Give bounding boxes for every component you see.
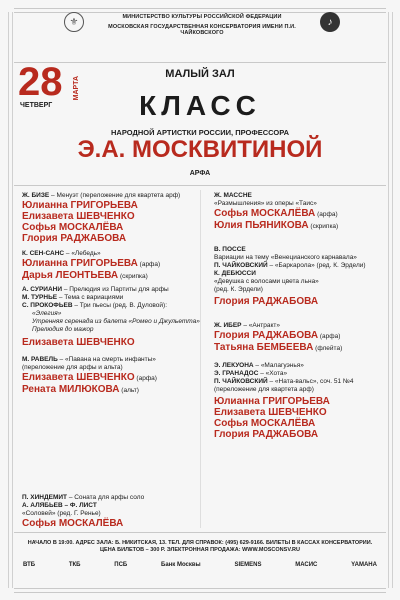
- performer: Рената МИЛЮКОВА: [22, 384, 120, 395]
- work-note: (ред. К. Эрдели): [214, 286, 263, 293]
- work-title: – Прелюдия из Партиты для арфы: [62, 286, 169, 293]
- hall-name: МАЛЫЙ ЗАЛ: [165, 68, 235, 80]
- date-month: МАРТА: [73, 76, 80, 101]
- sponsor-logo: YAMAHA: [351, 562, 377, 568]
- work-title: Прелюдия до мажор: [32, 326, 94, 333]
- org-line-2: МОСКОВСКАЯ ГОСУДАРСТВЕННАЯ КОНСЕРВАТОРИЯ ИМЕНИ П.И. ЧАЙКОВСКОГО: [108, 24, 296, 36]
- work-note: (переложение для квартета арф): [214, 386, 314, 393]
- bottom-rule-inner: [14, 592, 386, 593]
- sponsor-logo: ТКБ: [68, 562, 81, 568]
- performer: Елизавета ШЕВЧЕНКО: [22, 337, 135, 348]
- composer: Ж. МАССНЕ: [214, 192, 252, 199]
- program-block-saint-saens: [22, 250, 160, 282]
- column-divider: [200, 190, 201, 528]
- header-rule: [14, 62, 386, 63]
- performer: Юлианна ГРИГОРЬЕВА: [22, 200, 138, 211]
- footer-info: [0, 540, 400, 554]
- page-title: КЛАСС: [139, 90, 261, 121]
- performer: Юлия ПЬЯНИКОВА: [214, 220, 309, 231]
- performer: Софья МОСКАЛЁВА: [214, 208, 316, 219]
- instrument-note: (арфа): [134, 375, 157, 382]
- work-title: «Девушка с волосами цвета льна»: [214, 278, 319, 285]
- footer-line-1: НАЧАЛО В 19:00. АДРЕС ЗАЛА: Б. НИКИТСКАЯ, 13. ТЕЛ. ДЛЯ СПРАВОК: (495) 629-9166. БИЛЕТЫ В КАССАХ КОНСЕРВАТОРИИ.: [27, 540, 373, 546]
- work-title: – «Лебедь»: [64, 250, 101, 257]
- performer: Софья МОСКАЛЁВА: [22, 518, 124, 529]
- work-title: Вариации на тему «Венецианского карнавала»: [214, 254, 357, 261]
- performer: Софья МОСКАЛЁВА: [214, 418, 316, 429]
- program-block-massenet: [214, 192, 338, 232]
- instrument-note: (скрипка): [118, 273, 148, 280]
- composer: А. СУРИАНИ: [22, 286, 63, 293]
- composer: К. СЕН-САНС: [22, 250, 65, 257]
- program-rule: [14, 185, 386, 186]
- instrument-note: (альт): [119, 387, 139, 394]
- performer: Елизавета ШЕВЧЕНКО: [22, 211, 135, 222]
- conservatory-logo-icon: ♪: [320, 12, 340, 32]
- work-title: – Соната для арфы соло: [67, 494, 145, 501]
- composer: К. ДЕБЮССИ: [214, 270, 256, 277]
- program-block-bizet: [22, 192, 180, 244]
- program-block-lecuona: [214, 362, 353, 440]
- date-weekday: ЧЕТВЕРГ: [20, 102, 53, 109]
- bottom-rule: [14, 588, 386, 589]
- performer: Софья МОСКАЛЁВА: [22, 222, 124, 233]
- teacher-name: Э.А. МОСКВИТИНОЙ: [77, 136, 323, 163]
- composer: А. АЛЯБЬЕВ – Ф. ЛИСТ: [22, 502, 97, 509]
- performer: Глория РАДЖАБОВА: [22, 233, 127, 244]
- subtitle: НАРОДНОЙ АРТИСТКИ РОССИИ, ПРОФЕССОРА: [111, 128, 289, 137]
- work-title: – «Павана на смерть инфанты»: [57, 356, 156, 363]
- work-title: – Три пьесы (ред. В. Дуловой):: [72, 302, 168, 309]
- date-day: 28: [18, 60, 63, 104]
- work-title: – «Баркарола» (ред. К. Эрдели): [267, 262, 366, 269]
- sponsor-logos: [20, 560, 380, 570]
- sponsor-logo: МАСИС: [295, 562, 318, 568]
- composer: Э. ГРАНАДОС: [214, 370, 259, 377]
- work-note: (переложение для арфы и альта): [22, 364, 123, 371]
- performer: Глория РАДЖАБОВА: [214, 429, 319, 440]
- work-title: – Менуэт (переложение для квартета арф): [49, 192, 181, 199]
- composer: Ж. ИБЕР: [214, 322, 242, 329]
- performer: Елизавета ШЕВЧЕНКО: [22, 372, 135, 383]
- work-title: – Тема с вариациями: [57, 294, 124, 301]
- composer: Ж. БИЗЕ: [22, 192, 50, 199]
- footer-line-2: ЦЕНА БИЛЕТОВ – 300 Р. ЭЛЕКТРОННАЯ ПРОДАЖА: WWW.MOSCONSV.RU: [100, 547, 300, 553]
- ministry-emblem-icon: ⚜: [64, 12, 84, 32]
- work-title: «Элегия»: [32, 310, 62, 317]
- composer: П. ЧАЙКОВСКИЙ: [214, 378, 268, 385]
- composer: П. ХИНДЕМИТ: [22, 494, 68, 501]
- sponsor-logo: ПСБ: [114, 562, 128, 568]
- performer: Глория РАДЖАБОВА: [214, 296, 319, 307]
- footer-rule: [14, 532, 386, 533]
- instrument-note: (арфа): [137, 261, 161, 268]
- org-line-1: МИНИСТЕРСТВО КУЛЬТУРЫ РОССИЙСКОЙ ФЕДЕРАЦИИ: [122, 14, 282, 20]
- program-block-hindemith: [22, 494, 144, 529]
- sponsor-logo: ВТБ: [23, 562, 36, 568]
- instrument-note: (скрипка): [308, 223, 339, 230]
- work-title: – «Хота»: [258, 370, 288, 377]
- work-title: – «Ната-вальс», соч. 51 №4: [267, 378, 354, 385]
- composer: М. РАВЕЛЬ: [22, 356, 58, 363]
- work-title: Утренняя серенада из балета «Ромео и Джульетта»: [32, 318, 200, 325]
- performer: Елизавета ШЕВЧЕНКО: [214, 407, 327, 418]
- composer: В. ПОССЕ: [214, 246, 246, 253]
- header: [0, 10, 400, 50]
- work-title: «Размышления» из оперы «Таис»: [214, 200, 317, 207]
- program-block-posse: [214, 246, 366, 307]
- performer: Юлианна ГРИГОРЬЕВА: [214, 396, 330, 407]
- performer: Татьяна БЕМБЕЕВА: [214, 342, 314, 353]
- composer: П. ЧАЙКОВСКИЙ: [214, 262, 268, 269]
- instrument-note: (флейта): [313, 345, 343, 352]
- composer: Э. ЛЕКУОНА: [214, 362, 254, 369]
- top-rule: [14, 8, 386, 9]
- instrument-note: (арфа): [318, 333, 341, 340]
- work-title: – «Малагуэнья»: [253, 362, 304, 369]
- composer: М. ТУРНЬЕ: [22, 294, 58, 301]
- sponsor-logo: SIEMENS: [234, 562, 262, 568]
- work-title: – «Антракт»: [241, 322, 280, 329]
- instrument: АРФА: [189, 170, 211, 177]
- program-block-ravel: [22, 356, 157, 396]
- program-block-suriani: [22, 286, 200, 348]
- composer: С. ПРОКОФЬЕВ: [22, 302, 73, 309]
- performer: Глория РАДЖАБОВА: [214, 330, 319, 341]
- performer: Дарья ЛЕОНТЬЕВА: [22, 270, 119, 281]
- sponsor-logo: Банк Москвы: [161, 562, 201, 568]
- work-title: «Соловей» (ред. Г. Ренье): [22, 510, 101, 517]
- performer: Юлианна ГРИГОРЬЕВА: [22, 258, 138, 269]
- program-block-ibert: [214, 322, 342, 354]
- instrument-note: (арфа): [315, 211, 338, 218]
